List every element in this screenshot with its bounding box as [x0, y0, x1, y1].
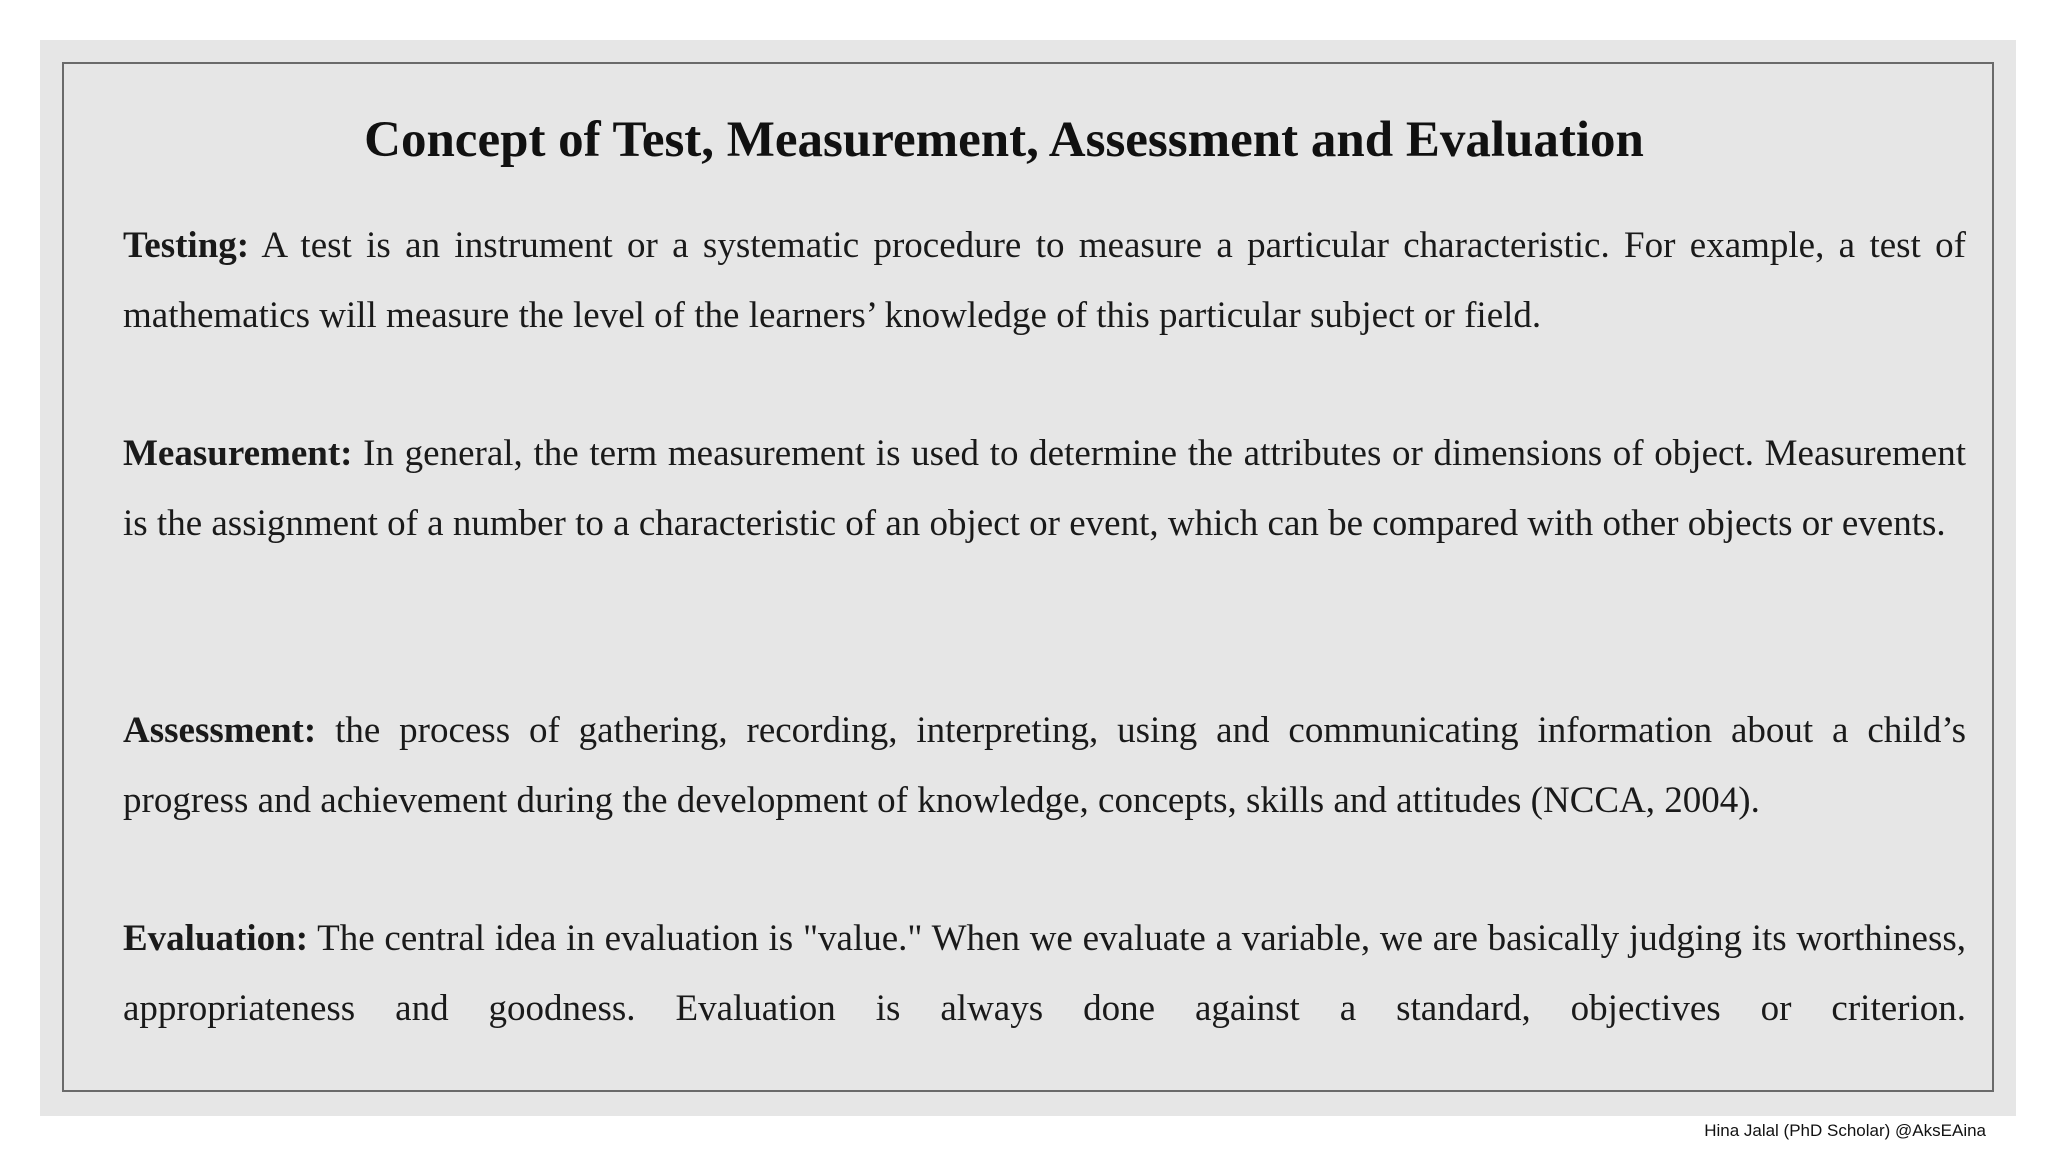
definition-testing	[123, 211, 1966, 350]
definition-text: In general, the term measurement is used to determine the attributes or dimensions of object. Measurement is the assignment of a number to a characteristic of an object or event, which can be compared with other objects or events.	[123, 433, 1967, 544]
definition-term: Assessment:	[123, 710, 317, 751]
definition-evaluation	[123, 904, 1966, 1043]
definition-text: The central idea in evaluation is "value." When we evaluate a variable, we are basically judging its worthiness, appropriateness and goodness. Evaluation is always done against a standard, objectives or criterion.	[123, 918, 1966, 1029]
definition-text: A test is an instrument or a systematic procedure to measure a particular characteristic. For example, a test of mathematics will measure the level of the learners’ knowledge of this particular subject or field.	[123, 225, 1966, 336]
author-credit: Hina Jalal (PhD Scholar) @AksEAina	[1704, 1121, 1986, 1140]
definition-measurement	[123, 419, 1966, 558]
definition-term: Evaluation:	[123, 918, 309, 959]
definition-term: Testing:	[123, 225, 250, 266]
definition-text: the process of gathering, recording, interpreting, using and communicating information about a child’s progress and achievement during the development of knowledge, concepts, skills and attitudes (NCCA, 2004).	[123, 710, 1967, 821]
definition-term: Measurement:	[123, 433, 353, 474]
definition-assessment	[123, 696, 1966, 835]
slide-title: Concept of Test, Measurement, Assessment and Evaluation	[364, 112, 1644, 168]
